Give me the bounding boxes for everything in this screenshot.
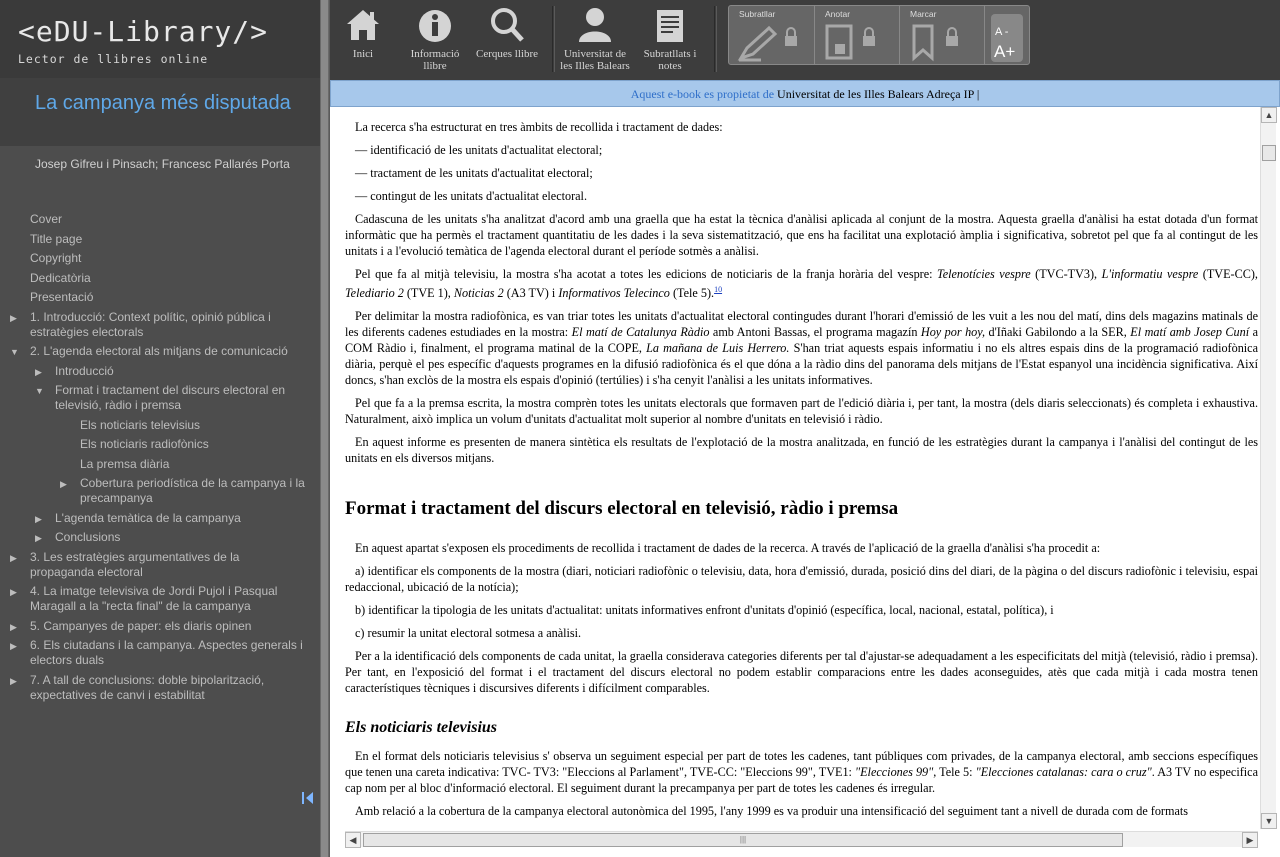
section-heading: Format i tractament del discurs electoral en televisió, ràdio i premsa [345, 498, 899, 520]
paragraph: — contingut de les unitats d'actualitat electoral. [355, 189, 587, 203]
toc-item-label: L'agenda temàtica de la campanya [55, 510, 241, 525]
book-info-label: Informació llibre [410, 48, 460, 72]
text-span: (TVE 1), [403, 286, 454, 301]
paragraph: Amb relació a la cobertura de la campanya electoral autonòmica del 1995, l'any 1999 es va produir una intensificació del seguiment tant a nivell de durada com de formats [355, 804, 1189, 819]
book-authors: Josep Gifreu i Pinsach; Francesc Pallarés Porta [35, 157, 290, 171]
paragraph [345, 308, 1258, 388]
owner-prefix: Aquest e-book es propietat de [630, 87, 775, 101]
collapsed-arrow-icon[interactable]: ▶ [10, 621, 17, 632]
toc-item-label: Cobertura periodística de la campanya i la precampanya [80, 476, 305, 505]
collapsed-arrow-icon[interactable]: ▶ [35, 513, 42, 524]
logo-title: <eDU-Library/> [18, 15, 269, 48]
toc-item[interactable] [0, 638, 320, 668]
program-title: El matí de Catalunya Ràdio [571, 325, 710, 340]
book-title: La campanya més disputada [35, 92, 291, 114]
collapse-sidebar-icon[interactable] [301, 791, 315, 807]
toc-item[interactable] [0, 290, 320, 305]
toc-item-label: Dedicatòria [30, 270, 91, 285]
notes-icon [652, 6, 688, 44]
toc-item[interactable] [0, 673, 320, 703]
paragraph: a) identificar els components de la mostra (diari, noticiari radiofònic o televisiu, data, hora d'emissió, durada, posició dins del diari, de la pàgina o del discurs radiofònic i televisiu, espai redaccional, ubicació de la notícia); [345, 564, 1258, 595]
program-title: El matí amb Josep Cuní [1130, 325, 1250, 340]
font-increase-button[interactable]: A+ [994, 42, 1016, 61]
toc-item-label: Introducció [55, 363, 114, 378]
toc-item[interactable] [0, 232, 320, 247]
toc-item[interactable] [0, 511, 320, 526]
search-icon [489, 6, 525, 44]
text-span: S'han triat aquests espais informatiu i no els altres espais dins de la programació radiofònica diària, perquè el pes específic d'aquests programes en la difusió radiofònica és el que dóna a la ràdio dins del panorama dels mitjans de l'Estat espanyol una incidència significativa. Així doncs, s'han exclòs de la mostra els espais d'opinió (tertúlies) i s'ha cenyit l'anàlisi a les unitats informatives. [345, 341, 1258, 388]
paragraph: — tractament de les unitats d'actualitat electoral; [355, 166, 593, 180]
toc-item[interactable] [0, 418, 320, 433]
text-span: , Tele 5: [933, 765, 976, 780]
annotation-tools-panel [728, 5, 1030, 65]
program-title: Telediario 2 [345, 286, 404, 301]
toc-item-label: 3. Les estratègies argumentatives de la propaganda electoral [30, 549, 240, 579]
toc-item[interactable] [0, 550, 320, 580]
horizontal-scroll-thumb[interactable]: ||| [363, 833, 1123, 847]
toc-item-label: Presentació [30, 290, 94, 304]
paragraph: — identificació de les unitats d'actualitat electoral; [355, 143, 603, 157]
bookmark-label: Marcar [910, 9, 937, 19]
collapsed-arrow-icon[interactable]: ▶ [60, 479, 67, 489]
sidebar [0, 0, 320, 857]
text-span: d'Iñaki Gabilondo a la SER, [985, 325, 1131, 340]
logo [0, 0, 320, 78]
text-span: . A3 TV no especifica cap nom per al bloc d'informació electoral. El seguiment durant la precampanya per part de totes les cadenes és irregular. [345, 765, 1258, 796]
university-button[interactable] [560, 4, 630, 80]
highlights-notes-button[interactable] [635, 4, 705, 72]
font-decrease-button[interactable]: A - [995, 26, 1009, 38]
toc-item[interactable] [0, 344, 320, 359]
horizontal-scrollbar[interactable] [345, 831, 1258, 847]
toc-item[interactable] [0, 584, 320, 614]
search-book-button[interactable] [472, 4, 542, 60]
program-title: La mañana de Luis Herrero. [646, 341, 790, 356]
scroll-up-button[interactable]: ▲ [1261, 107, 1277, 123]
scroll-down-button[interactable]: ▼ [1261, 813, 1277, 829]
text-span: Pel que fa al mitjà televisiu, la mostra s'ha acotat a totes les edicions de noticiaris de la franja horària del vespre: [355, 267, 938, 281]
toolbar-separator [714, 6, 717, 72]
toc-item-label: Title page [30, 231, 83, 246]
collapsed-arrow-icon[interactable]: ▶ [35, 533, 42, 543]
program-title: L'informatiu vespre [1101, 267, 1199, 281]
toolbar-separator [552, 6, 555, 72]
program-title: Noticias 2 [453, 286, 504, 301]
highlights-notes-label: Subratllats i notes [643, 48, 697, 72]
toolbar [330, 0, 1280, 80]
home-label: Inici [352, 48, 374, 60]
text-span: (TVC-TV3), [1030, 267, 1102, 281]
toc-item-label: Els noticiaris radiofònics [80, 437, 209, 451]
book-info-button[interactable] [406, 4, 464, 72]
toc-item-label: 1. Introducció: Context polític, opinió pública i estratègies electorals [30, 309, 271, 339]
collapsed-arrow-icon[interactable]: ▶ [10, 552, 17, 563]
scroll-right-button[interactable]: ▶ [1242, 832, 1258, 848]
reader-pane[interactable] [330, 107, 1280, 857]
home-button[interactable] [342, 4, 384, 60]
toc-item-label: Els noticiaris televisius [80, 417, 201, 432]
logo-subtitle: Lector de llibres online [18, 52, 209, 66]
toc-item-label: 7. A tall de conclusions: doble bipolarització, expectatives de canvi i estabilitat [30, 672, 265, 702]
program-title: "Elecciones catalanas: cara o cruz" [975, 765, 1152, 780]
toc-item[interactable] [0, 476, 320, 506]
toc-item[interactable] [0, 364, 320, 379]
toc-item[interactable] [0, 619, 320, 634]
toc-item[interactable] [0, 383, 320, 413]
university-label: Universitat de les Illes Balears [560, 48, 630, 72]
toc-item-label: 6. Els ciutadans i la campanya. Aspectes generals i electors duals [30, 638, 303, 667]
scroll-left-button[interactable]: ◀ [345, 832, 361, 848]
paragraph: En aquest informe es presenten de manera sintètica els resultats de l'explotació de la mostra analitzada, en funció de les estratègies durant la campanya i l'anàlisi del contingut de les unitats en els diversos mitjans. [345, 435, 1258, 466]
paragraph: c) resumir la unitat electoral sotmesa a anàlisi. [355, 626, 582, 641]
text-span: (TVE-CC), [1198, 267, 1258, 281]
toc-item[interactable] [0, 310, 320, 340]
text-span: Per delimitar la mostra radiofònica, es van triar totes les unitats d'actualitat electoral contingudes durant l'horari d'emissió de les vuit a les nou del matí, dins dels magazins matinals de les diferents cadenes estudiades en la mostra: [345, 309, 1258, 340]
text-span: En el format dels noticiaris televisius s' observa un seguiment especial per part de totes les cadenes, tant públiques com privades, de la campanya electoral, amb seccions específiques que tenen una careta indicativa: TVC- TV3: "Eleccions al Parlament", TVE-CC: "Eleccions 99", TVE1: [345, 749, 1258, 780]
search-book-label: Cerques llibre [475, 48, 538, 60]
collapsed-arrow-icon[interactable]: ▶ [10, 675, 17, 686]
vertical-scrollbar[interactable] [1260, 107, 1276, 829]
home-icon [345, 6, 381, 44]
toc-item-label: Conclusions [55, 530, 121, 544]
toc-item-label: Format i tractament del discurs electoral en televisió, ràdio i premsa [55, 383, 286, 412]
text-span: (A3 TV) i [503, 286, 559, 301]
vertical-scroll-thumb[interactable] [1262, 145, 1276, 161]
text-span: a COM Ràdio i, finalment, el programa matinal de la COPE, [345, 325, 1258, 356]
toc-item[interactable] [0, 251, 320, 266]
text-span: (Tele 5). [669, 286, 715, 301]
annotate-label: Anotar [825, 9, 851, 19]
user-icon [577, 6, 613, 44]
highlight-label: Subratllar [739, 9, 776, 19]
paragraph: En aquest apartat s'exposen els procediments de recollida i tractament de dades de la recerca. A través de l'aplicació de la graella d'anàlisi s'ha procedit a: [355, 541, 1101, 556]
toc-item[interactable] [0, 212, 320, 227]
paragraph: Per a la identificació dels components de cada unitat, la graella considerava categories diferents per tal d'ajustar-se adequadament a les especificitats del mitjà (televisió, ràdio i premsa). Per tant, en l'exposició del format i el tractament del discurs electoral no podem establir comparacions entre les dades aconseguides, atès que cada mitjà i cada mostra tenen característiques tècniques i discursives diferents i difícilment comparables. [345, 649, 1258, 696]
toc-item[interactable] [0, 271, 320, 286]
expanded-arrow-icon[interactable]: ▼ [10, 347, 19, 357]
paragraph: Pel que fa a la premsa escrita, la mostra comprèn totes les unitats electorals que formaven part de l'edició diària i, per tant, la mostra (dels diaris seleccionats) és completa i exhaustiva. Naturalment, això implica un volum d'unitats d'actualitat molt superior al nombre d'unitats en televisió i ràdio. [345, 396, 1258, 427]
toc-item-label: Cover [30, 212, 63, 226]
highlighter-pen-icon [737, 22, 801, 62]
program-title: Hoy por hoy, [920, 325, 986, 340]
collapsed-arrow-icon[interactable]: ▶ [10, 587, 17, 597]
font-size-control [985, 6, 1029, 64]
toc-item-label: 5. Campanyes de paper: els diaris opinen [30, 618, 252, 633]
paragraph: La recerca s'ha estructurat en tres àmbits de recollida i tractament de dades: [355, 120, 723, 134]
collapsed-arrow-icon[interactable]: ▶ [10, 312, 17, 323]
paragraph: Cadascuna de les unitats s'ha analitzat d'acord amb una graella que ha estat la tècnica d'anàlisi aplicada al conjunt de la mostra. Aquesta graella d'anàlisi ha estat dotada d'un format informàtic que ha permès el tractament quantitatiu de les dades i la seva sistematització, que ens ha facilitat una explotació àmplia i significativa, sobretot pel que fa al contingut de les unitats i a l'evolució temàtica de l'agenda electoral durant el període sotmès a anàlisi. [345, 212, 1258, 258]
toc-item[interactable] [0, 437, 320, 452]
toc-item-label: 2. L'agenda electoral als mitjans de comunicació [30, 344, 288, 358]
toc-item[interactable] [0, 457, 320, 472]
bookmark-icon [908, 22, 972, 62]
text-span: amb Antoni Bassas, el programa magazín [709, 325, 921, 340]
sidebar-splitter[interactable] [320, 0, 329, 857]
collapsed-arrow-icon[interactable]: ▶ [10, 641, 17, 651]
note-icon [823, 22, 887, 62]
toc-item[interactable] [0, 530, 320, 545]
footnote-link[interactable]: 10 [714, 285, 723, 294]
paragraph [345, 748, 1258, 796]
highlight-tool[interactable] [729, 6, 815, 64]
paragraph [345, 266, 1258, 301]
annotate-tool[interactable] [815, 6, 900, 64]
info-icon [417, 6, 453, 44]
program-title: Informativos Telecinco [558, 286, 670, 301]
table-of-contents [0, 212, 320, 707]
program-title: "Elecciones 99" [855, 765, 934, 780]
collapsed-arrow-icon[interactable]: ▶ [35, 366, 42, 377]
toc-item-label: 4. La imatge televisiva de Jordi Pujol i Pasqual Maragall a la "recta final" de la campanya [30, 584, 278, 613]
toc-item-label: La premsa diària [80, 456, 170, 471]
expanded-arrow-icon[interactable]: ▼ [35, 386, 44, 396]
toc-item-label: Copyright [30, 251, 82, 265]
book-page[interactable] [345, 107, 1258, 831]
subsection-heading: Els noticiaris televisius [345, 719, 498, 737]
book-title-box [0, 78, 320, 146]
font-size-box [991, 14, 1023, 62]
bookmark-tool[interactable] [900, 6, 985, 64]
paragraph: b) identificar la tipologia de les unitats d'actualitat: unitats informatives enfront d'unitats d'opinió (específica, local, nacional, estatal, política), i [355, 603, 1054, 618]
owner-bar [330, 80, 1280, 107]
owner-name: Universitat de les Illes Balears Adreça IP | [777, 87, 980, 101]
program-title: Telenotícies vespre [937, 267, 1031, 281]
